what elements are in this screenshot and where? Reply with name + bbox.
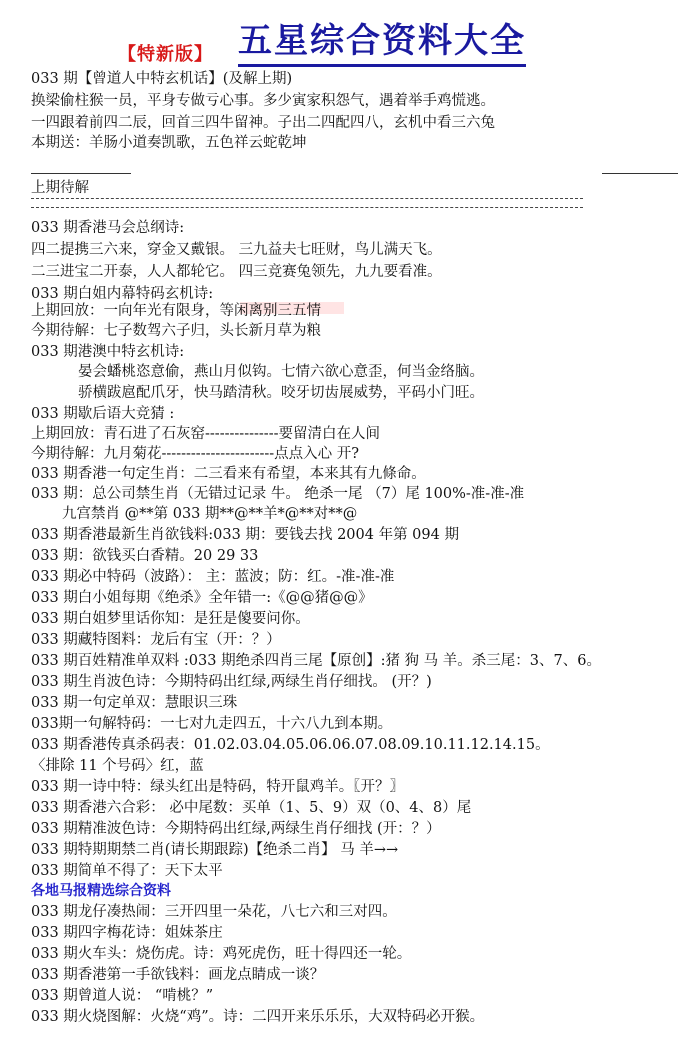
content-line: 今期待解：七子数驾六子归，头长新月草为粮 [31, 323, 321, 339]
content-line: 033 期港澳中特玄机诗: [31, 344, 185, 360]
content-line: 033 期生肖波色诗：今期特码出红绿,两绿生肖仔细找。 (开？) [31, 674, 432, 690]
content-line: 033 期一句定单双：慧眼识三珠 [31, 695, 238, 711]
content-line: 033 期龙仔凑热闹：三开四里一朵花，八七六和三对四。 [31, 904, 397, 920]
divider-left [31, 173, 131, 174]
double-divider [31, 198, 583, 208]
content-line: 033 期歇后语大竞猜 : [31, 406, 175, 422]
intro-line: 本期送：羊肠小道奏凯歌，五色祥云蛇乾坤 [31, 135, 307, 151]
content-line: 033期一句解特码：一七对九走四五，十六八九到本期。 [31, 716, 393, 732]
content-line: 033 期特期期禁二肖(请长期跟踪)【绝杀二肖】 马 羊→→ [31, 842, 399, 858]
content-line: 上期回放：青石进了石灰窑---------------要留清白在人间 [31, 426, 380, 442]
intro-line: 一四跟着前四二辰，回首三四牛留神。子出二四配四八，玄机中看三六兔 [31, 115, 495, 131]
content-line: 033 期香港六合彩： 必中尾数：买单（1、5、9）双（0、4、8）尾 [31, 800, 472, 816]
intro-line: 换梁偷柱猴一员，平身专做亏心事。多少寅家积怨气，遇着举手鸡慌逃。 [31, 93, 495, 109]
content-line: 033 期曾道人说： “啃桃？” [31, 988, 214, 1004]
content-line: 033 期藏特图料：龙后有宝（开：？） [31, 632, 281, 648]
content-line: 033 期香港一句定生肖：二三看来有希望，本来其有九條命。 [31, 466, 426, 482]
content-line: 033 期香港第一手欲钱料：画龙点睛成一谈？ [31, 967, 325, 983]
section-heading: 上期待解 [31, 180, 89, 196]
content-line: 033 期白姐梦里话你知：是狂是傻要问你。 [31, 611, 310, 627]
content-line: 033 期香港马会总纲诗: [31, 220, 185, 236]
content-line: 上期回放：一向年光有限身，等闲离别三五情 [31, 303, 321, 319]
content-line: 033 期必中特码（波路）： 主：蓝波；防：红。-准-准-准 [31, 569, 395, 585]
content-line: 033 期一诗中特：绿头红出是特码，特开鼠鸡羊。〖开？〗 [31, 779, 405, 795]
content-line: 四二提携三六来，穿金又戴银。 三九益夫七旺财，鸟儿满天飞。 [31, 242, 442, 258]
content-line: 骄横跋扈配爪牙，快马踏清秋。咬牙切齿展威势，平码小门旺。 [78, 385, 484, 401]
edition-label: 【特新版】 [118, 44, 213, 65]
content-line: 033 期火烧图解：火烧“鸡”。诗：二四开来乐乐乐，大双特码必开猴。 [31, 1009, 485, 1025]
content-line: 九宫禁肖 @**第 033 期**@**羊*@**对**@ [62, 506, 358, 522]
page-title: 五星综合资料大全 [238, 18, 526, 67]
content-line: 033 期简单不得了：天下太平 [31, 863, 223, 879]
content-line: 033 期白小姐每期《绝杀》全年错一:《@@猪@@》 [31, 590, 373, 606]
content-line: 033 期四字梅花诗：姐妹茶庄 [31, 925, 223, 941]
content-line: 今期待解：九月菊花-----------------------点点入心 开? [31, 446, 360, 462]
content-line: 033 期精准波色诗：今期特码出红绿,两绿生肖仔细找 (开：？） [31, 821, 441, 837]
content-line: 033 期香港传真杀码表：01.02.03.04.05.06.06.07.08.09.10.11.12.14.15。 [31, 737, 550, 753]
intro-line: 033 期【曾道人中特玄机话】(及解上期) [31, 71, 293, 87]
content-line: 二三进宝二开泰，人人都轮它。 四三竞赛兔领先，九九要看准。 [31, 264, 442, 280]
section-subheading: 各地马报精选综合资料 [31, 883, 171, 899]
content-line: 033 期：总公司禁生肖（无错过记录 牛。 绝杀一尾 （7）尾 100%-准-准-准 [31, 486, 525, 502]
content-line: 033 期白姐内幕特码玄机诗: [31, 286, 214, 302]
content-line: 033 期火车头：烧伤虎。诗：鸡死虎伤，旺十得四还一轮。 [31, 946, 412, 962]
content-line: 〈排除 11 个号码〉红，蓝 [31, 758, 204, 774]
divider-right [602, 173, 678, 174]
content-line: 033 期：欲钱买白香精。20 29 33 [31, 548, 259, 564]
content-line: 033 期香港最新生肖欲钱料:033 期：要钱去找 2004 年第 094 期 [31, 527, 459, 543]
content-line: 晏会蟠桃恣意偷，燕山月似钩。七情六欲心意歪，何当金络脑。 [78, 364, 484, 380]
content-line: 033 期百姓精准单双料 :033 期绝杀四肖三尾【原创】:猪 狗 马 羊。杀三尾：3、7、6。 [31, 653, 601, 669]
page-header [0, 0, 686, 70]
